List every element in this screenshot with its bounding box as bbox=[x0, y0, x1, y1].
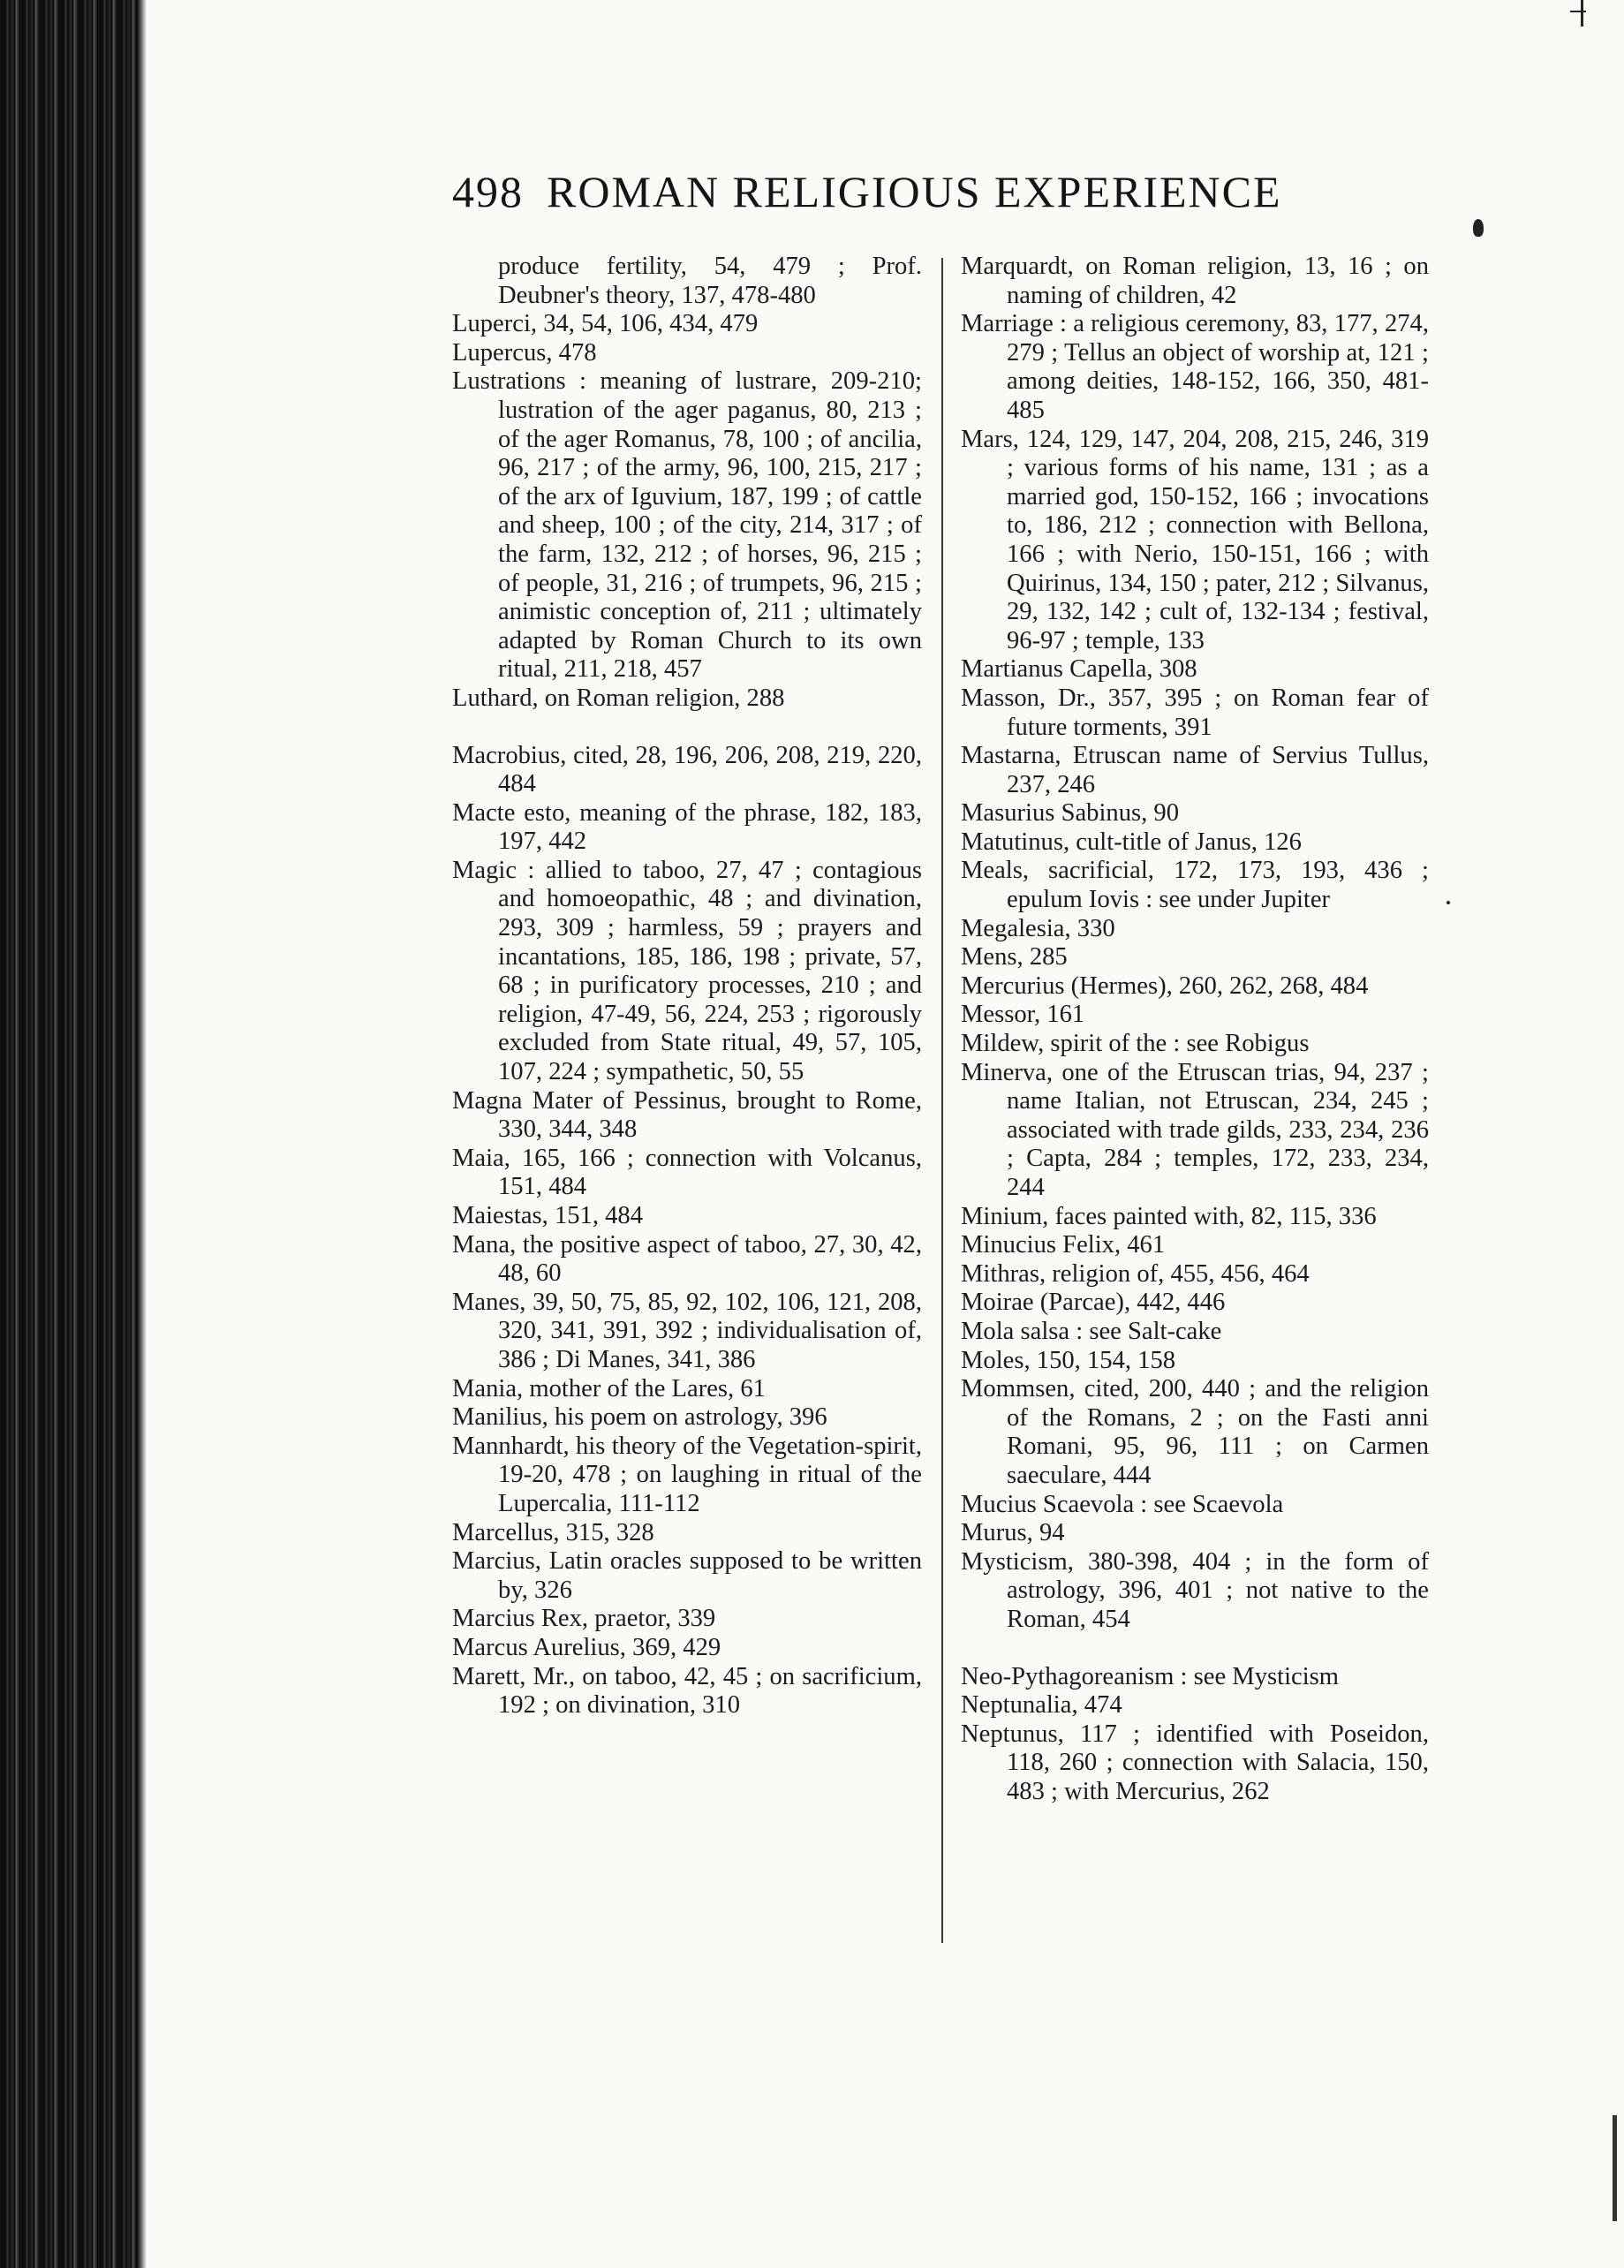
index-entry: Marcellus, 315, 328 bbox=[452, 1518, 654, 1546]
index-entry-continuation: produce fertility, 54, 479 ; Prof. Deubner's theory, 137, 478-480 bbox=[498, 253, 922, 309]
index-entry: Mens, 285 bbox=[961, 943, 1068, 971]
index-entry: Macte esto, meaning of the phrase, 182, 183, 197, 442 bbox=[452, 798, 922, 856]
index-entry: Mana, the positive aspect of taboo, 27, 30, 42, 48, 60 bbox=[452, 1230, 922, 1288]
index-entry: Mildew, spirit of the : see Robigus bbox=[961, 1030, 1310, 1058]
page-number: 498 bbox=[452, 167, 524, 216]
index-entry: Mars, 124, 129, 147, 204, 208, 215, 246, 319 ; various forms of his name, 131 ; as a married god, 150-152, 166 ; invocations to, 186, 212 ; connection with Bellona, 166 ; with Nerio, 150-151, 166 ; with Quirinus, 134, 150 ; pater, 212 ; Silvanus, 29, 132, 142 ; cult of, 132-134 ; festival, 96-97 ; temple, 133 bbox=[961, 425, 1429, 654]
index-entry: Maiestas, 151, 484 bbox=[452, 1202, 644, 1229]
scan-mark-bottom-right bbox=[1613, 2115, 1617, 2221]
index-entry: Neo-Pythagoreanism : see Mysticism bbox=[961, 1662, 1340, 1690]
section-gap bbox=[452, 714, 922, 742]
column-divider bbox=[941, 258, 943, 1943]
scan-mark-right-dot bbox=[1473, 219, 1484, 237]
section-gap bbox=[961, 1635, 1429, 1663]
index-entry: Mysticism, 380-398, 404 ; in the form of astrology, 396, 401 ; not native to the Roman, 454 bbox=[961, 1547, 1429, 1633]
index-entry: Manilius, his poem on astrology, 396 bbox=[452, 1403, 827, 1432]
index-entry: Moirae (Parcae), 442, 446 bbox=[961, 1289, 1226, 1317]
index-entry: Minucius Felix, 461 bbox=[961, 1231, 1166, 1259]
index-entry: Megalesia, 330 bbox=[961, 914, 1115, 942]
index-entry: Luperci, 34, 54, 106, 434, 479 bbox=[452, 310, 759, 338]
page-header bbox=[452, 166, 1371, 217]
index-entry: Neptunalia, 474 bbox=[961, 1691, 1122, 1720]
index-entry: Meals, sacrificial, 172, 173, 193, 436 ; epulum Iovis : see under Jupiter bbox=[961, 857, 1429, 914]
index-entry: Mola salsa : see Salt-cake bbox=[961, 1317, 1222, 1345]
index-entry: Mommsen, cited, 200, 440 ; and the religion of the Romans, 2 ; on the Fasti anni Romani, 95, 96, 111 ; on Carmen saeculare, 444 bbox=[961, 1375, 1429, 1489]
scan-mark-right-small-dot bbox=[1446, 901, 1450, 904]
index-entry: Marcus Aurelius, 369, 429 bbox=[452, 1633, 721, 1661]
index-entry: Mercurius (Hermes), 260, 262, 268, 484 bbox=[961, 971, 1369, 1000]
index-entry: Martianus Capella, 308 bbox=[961, 655, 1197, 684]
index-entry: Marcius, Latin oracles supposed to be written by, 326 bbox=[452, 1547, 922, 1604]
index-entry: Masson, Dr., 357, 395 ; on Roman fear of future torments, 391 bbox=[961, 684, 1429, 741]
book-binding-edge bbox=[0, 0, 140, 2268]
index-column-right bbox=[961, 253, 1429, 1806]
scan-mark-top-right-tick bbox=[1570, 11, 1586, 12]
index-entry: Mucius Scaevola : see Scaevola bbox=[961, 1490, 1284, 1518]
index-entry: Mannhardt, his theory of the Vegetation-spirit, 19-20, 478 ; on laughing in ritual of the Lupercalia, 111-112 bbox=[452, 1432, 922, 1517]
index-entry: Mania, mother of the Lares, 61 bbox=[452, 1374, 766, 1402]
index-entry: Magic : allied to taboo, 27, 47 ; contagious and homoeopathic, 48 ; and divination, 293, 309 ; harmless, 59 ; prayers and incantations, 185, 186, 198 ; private, 57, 68 ; in purificatory processes, 210 ; and religion, 47-49, 56, 224, 253 ; rigorously excluded from State ritual, 49, 57, 105, 107, 224 ; sympathetic, 50, 55 bbox=[452, 856, 922, 1086]
index-entry: Lupercus, 478 bbox=[452, 338, 597, 367]
index-entry: Mithras, religion of, 455, 456, 464 bbox=[961, 1259, 1310, 1288]
index-entry: Marcius Rex, praetor, 339 bbox=[452, 1605, 716, 1633]
index-entry: Lustrations : meaning of lustrare, 209-210; lustration of the ager paganus, 80, 213 ; of the ager Romanus, 78, 100 ; of ancilia, 96, 217 ; of the army, 96, 100, 215, 217 ; of the arx of Iguvium, 187, 199 ; of cattle and sheep, 100 ; of the city, 214, 317 ; of the farm, 132, 212 ; of horses, 96, 215 ; of people, 31, 216 ; of trumpets, 96, 215 ; animistic conception of, 211 ; ultimately adapted by Roman Church to its own ritual, 211, 218, 457 bbox=[452, 367, 922, 684]
index-entry: Maia, 165, 166 ; connection with Volcanus, 151, 484 bbox=[452, 1144, 922, 1201]
index-entry: Magna Mater of Pessinus, brought to Rome, 330, 344, 348 bbox=[452, 1086, 922, 1144]
index-entry: Moles, 150, 154, 158 bbox=[961, 1346, 1176, 1374]
index-entry: Mastarna, Etruscan name of Servius Tullus, 237, 246 bbox=[961, 742, 1429, 798]
index-entry: Marquardt, on Roman religion, 13, 16 ; on naming of children, 42 bbox=[961, 253, 1429, 309]
index-entry: Masurius Sabinus, 90 bbox=[961, 799, 1180, 828]
index-entry: Macrobius, cited, 28, 196, 206, 208, 219, 220, 484 bbox=[452, 741, 922, 798]
index-entry: Messor, 161 bbox=[961, 1001, 1085, 1029]
index-entry: Neptunus, 117 ; identified with Poseidon, 118, 260 ; connection with Salacia, 150, 483 ; with Mercurius, 262 bbox=[961, 1720, 1429, 1805]
scan-mark-top-right bbox=[1581, 0, 1583, 26]
index-entry: Marett, Mr., on taboo, 42, 45 ; on sacrificium, 192 ; on divination, 310 bbox=[452, 1662, 922, 1720]
index-entry: Marriage : a religious ceremony, 83, 177, 274, 279 ; Tellus an object of worship at, 121 ; among deities, 148-152, 166, 350, 481-485 bbox=[961, 310, 1429, 424]
index-entry: Minerva, one of the Etruscan trias, 94, 237 ; name Italian, not Etruscan, 234, 245 ; associated with trade gilds, 233, 234, 236 ; Capta, 284 ; temples, 172, 233, 234, 244 bbox=[961, 1058, 1429, 1201]
index-entry: Matutinus, cult-title of Janus, 126 bbox=[961, 828, 1302, 856]
index-column-left bbox=[452, 253, 922, 1720]
index-entry: Murus, 94 bbox=[961, 1519, 1065, 1547]
index-entry: Minium, faces painted with, 82, 115, 336 bbox=[961, 1202, 1377, 1230]
index-entry: Luthard, on Roman religion, 288 bbox=[452, 684, 785, 712]
index-entry: Manes, 39, 50, 75, 85, 92, 102, 106, 121, 208, 320, 341, 391, 392 ; individualisation of, 386 ; Di Manes, 341, 386 bbox=[452, 1288, 922, 1373]
running-title: ROMAN RELIGIOUS EXPERIENCE bbox=[547, 167, 1282, 216]
